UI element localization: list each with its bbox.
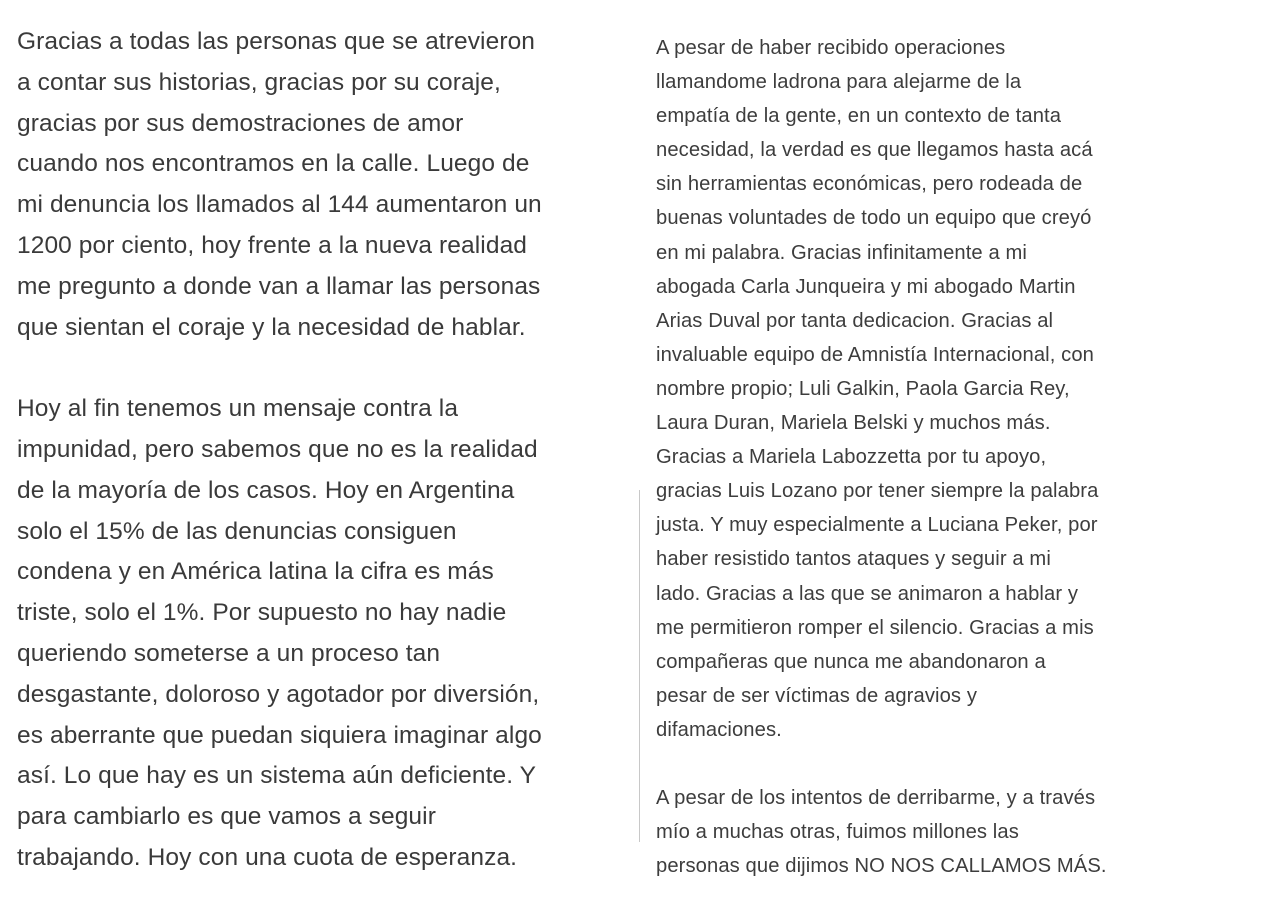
text-line: para cambiarlo es que vamos a seguir (17, 803, 436, 831)
text-line: mío a muchas otras, fuimos millones las (656, 821, 1019, 844)
text-line: justa. Y muy especialmente a Luciana Peker, por (656, 514, 1098, 537)
text-line: necesidad, la verdad es que llegamos hasta acá (656, 139, 1093, 162)
text-line: queriendo someterse a un proceso tan (17, 639, 441, 667)
text-line: así. Lo que hay es un sistema aún deficiente. Y (17, 762, 537, 790)
text-line: me pregunto a donde van a llamar las personas (17, 272, 541, 300)
text-line: llamandome ladrona para alejarme de la (656, 71, 1022, 94)
right-column (656, 31, 1216, 883)
text-line: buenas voluntades de todo un equipo que creyó (656, 207, 1092, 230)
left-paragraph-2 (17, 389, 617, 879)
text-line: abogada Carla Junqueira y mi abogado Martin (656, 275, 1076, 298)
text-line: solo el 15% de las denuncias consiguen (17, 517, 457, 545)
text-line: desgastante, doloroso y agotador por diversión, (17, 680, 540, 708)
text-line: difamaciones. (656, 718, 782, 741)
text-line: Hoy al fin tenemos un mensaje contra la (17, 395, 459, 423)
text-line: mi denuncia los llamados al 144 aumentaron un (17, 191, 542, 219)
text-line: A pesar de los intentos de derribarme, y a través (656, 787, 1096, 810)
text-line: A pesar de haber recibido operaciones (656, 37, 1006, 59)
text-line: nombre propio; Luli Galkin, Paola Garcia Rey, (656, 377, 1070, 400)
text-line: a contar sus historias, gracias por su coraje, (17, 68, 501, 96)
text-line: invaluable equipo de Amnistía Internacional, con (656, 343, 1095, 366)
text-line: empatía de la gente, en un contexto de tanta (656, 105, 1062, 128)
column-divider (639, 490, 640, 842)
text-line: es aberrante que puedan siquiera imaginar algo (17, 721, 542, 749)
right-paragraph-2 (656, 781, 1216, 883)
text-line: triste, solo el 1%. Por supuesto no hay nadie (17, 599, 507, 627)
right-paragraph-1 (656, 31, 1216, 747)
text-line: en mi palabra. Gracias infinitamente a mi (656, 241, 1028, 264)
text-line: haber resistido tantos ataques y seguir a mi (656, 548, 1051, 571)
text-line: sin herramientas económicas, pero rodeada de (656, 173, 1083, 196)
text-line: lado. Gracias a las que se animaron a hablar y (656, 582, 1079, 605)
text-line: Gracias a todas las personas que se atrevieron (17, 28, 536, 55)
text-line: que sientan el coraje y la necesidad de hablar. (17, 313, 526, 341)
text-line: me permitieron romper el silencio. Gracias a mis (656, 616, 1094, 639)
text-line: personas que dijimos NO NOS CALLAMOS MÁS. (656, 855, 1107, 878)
text-line: Arias Duval por tanta dedicacion. Gracias al (656, 309, 1054, 332)
text-line: impunidad, pero sabemos que no es la realidad (17, 435, 538, 463)
text-line: pesar de ser víctimas de agravios y (656, 684, 978, 707)
text-line: Gracias a Mariela Labozzetta por tu apoyo, (656, 446, 1047, 469)
text-line: trabajando. Hoy con una cuota de esperanza. (17, 843, 518, 871)
text-line: gracias por sus demostraciones de amor (17, 109, 464, 137)
text-line: compañeras que nunca me abandonaron a (656, 650, 1046, 673)
left-column (17, 22, 617, 879)
text-line: gracias Luis Lozano por tener siempre la palabra (656, 480, 1099, 503)
text-line: cuando nos encontramos en la calle. Luego de (17, 150, 530, 178)
text-line: de la mayoría de los casos. Hoy en Argentina (17, 476, 515, 504)
left-paragraph-1 (17, 22, 617, 348)
text-line: Laura Duran, Mariela Belski y muchos más. (656, 412, 1051, 435)
text-line: condena y en América latina la cifra es más (17, 558, 494, 586)
text-line: 1200 por ciento, hoy frente a la nueva realidad (17, 231, 528, 259)
paragraph-gap (656, 747, 1216, 781)
paragraph-gap (17, 348, 617, 389)
